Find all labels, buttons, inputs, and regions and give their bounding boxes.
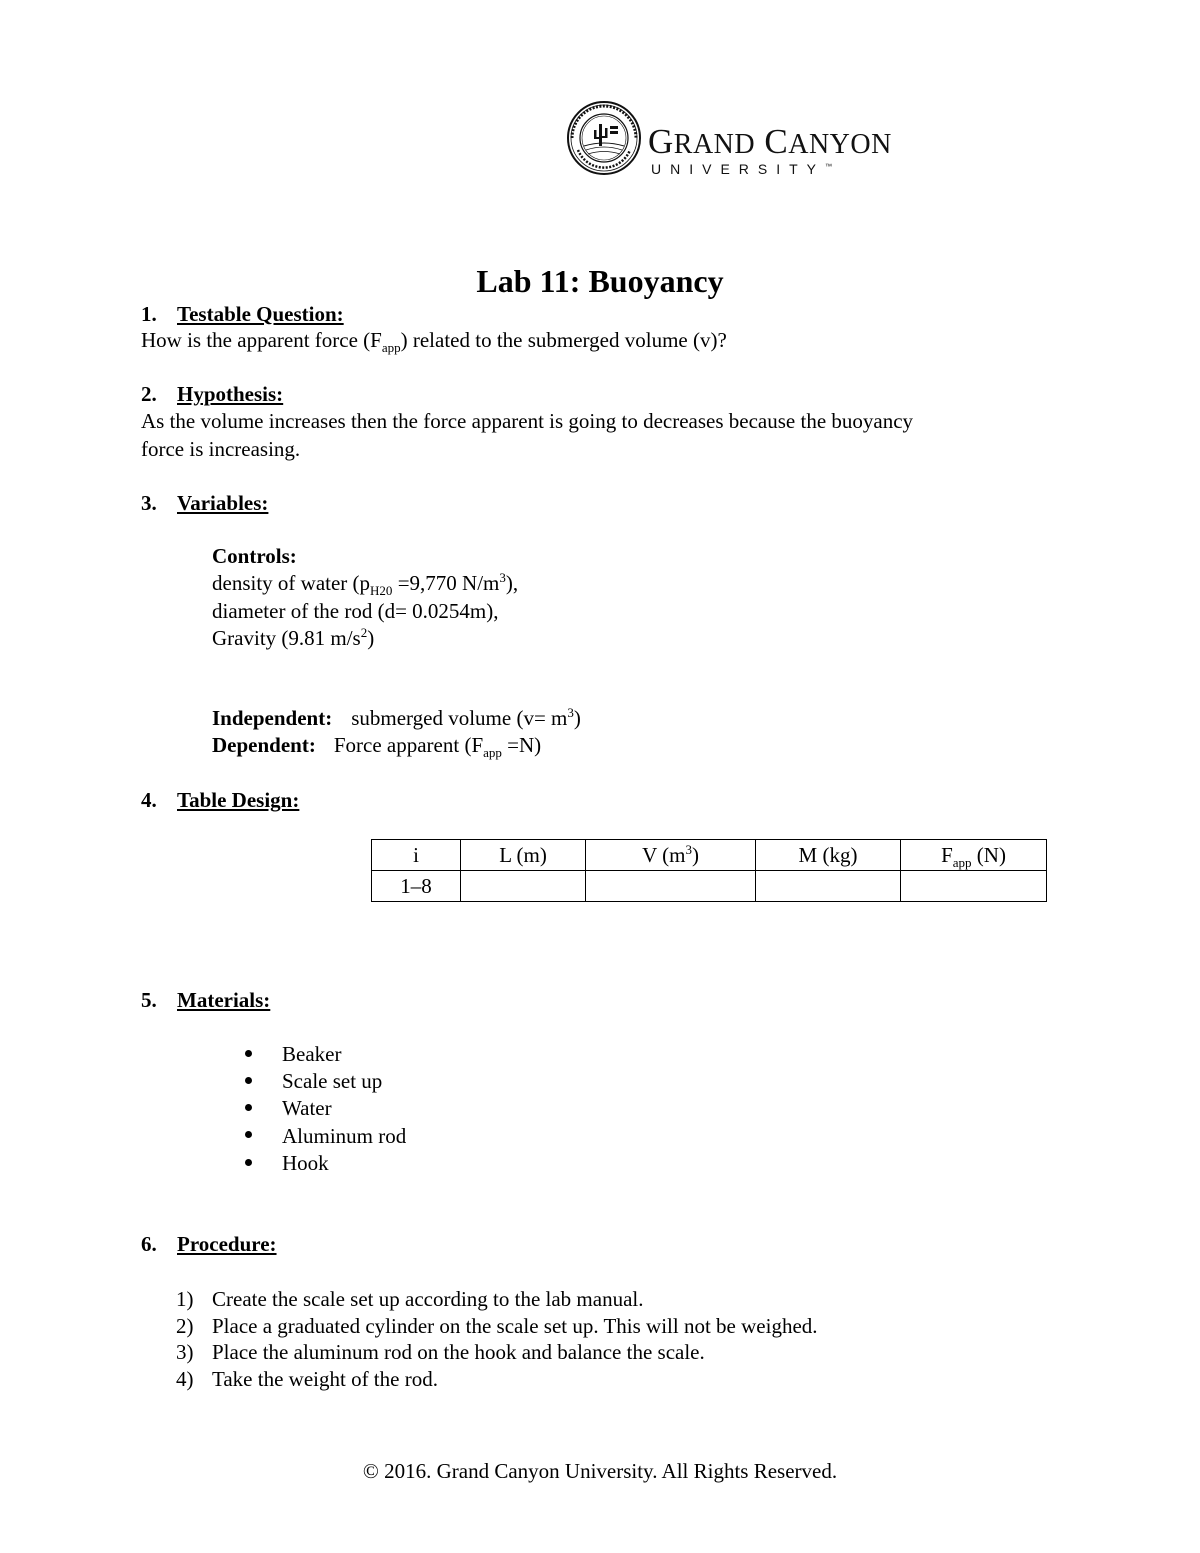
section-heading-text: Procedure: bbox=[177, 1232, 277, 1256]
logo-letter: G bbox=[648, 122, 674, 161]
procedure-step bbox=[176, 1289, 644, 1310]
logo-university-text: UNIVERSITY bbox=[651, 161, 826, 177]
section-heading-text: Variables: bbox=[177, 491, 269, 515]
procedure-step bbox=[176, 1316, 818, 1337]
bullet-icon bbox=[245, 1104, 252, 1111]
page-title: Lab 11: Buoyancy bbox=[476, 263, 724, 299]
section-5-heading bbox=[141, 990, 270, 1011]
section-number: 4. bbox=[141, 788, 157, 812]
section-heading-text: Hypothesis: bbox=[177, 382, 284, 406]
logo-letters: ANYON bbox=[788, 129, 892, 160]
superscript: 3 bbox=[685, 841, 692, 857]
bullet-icon bbox=[245, 1077, 252, 1084]
control-gravity bbox=[212, 625, 375, 650]
table-header-row bbox=[372, 840, 1047, 871]
superscript: 2 bbox=[360, 625, 368, 640]
text-fragment: density of water (p bbox=[212, 571, 371, 595]
logo-letter: C bbox=[764, 122, 789, 161]
dependent-variable bbox=[212, 733, 542, 761]
table-cell bbox=[586, 871, 756, 902]
subscript: app bbox=[483, 745, 502, 761]
hypothesis-line-2: force is increasing. bbox=[141, 437, 301, 461]
step-number: 4) bbox=[176, 1367, 194, 1391]
section-heading-text: Testable Question: bbox=[177, 302, 344, 326]
table-cell bbox=[756, 871, 901, 902]
text-fragment: =N) bbox=[501, 733, 542, 757]
section-2-heading bbox=[141, 384, 283, 405]
table-cell bbox=[461, 871, 586, 902]
table-header-cell: M (kg) bbox=[756, 840, 901, 871]
section-6-heading bbox=[141, 1234, 277, 1255]
superscript: 3 bbox=[567, 705, 574, 720]
section-heading-text: Materials: bbox=[177, 988, 271, 1012]
dependent-label: Dependent: bbox=[212, 733, 316, 757]
section-4-heading bbox=[141, 790, 299, 811]
section-3-heading bbox=[141, 493, 268, 514]
step-number: 2) bbox=[176, 1314, 194, 1338]
bullet-icon bbox=[245, 1159, 252, 1166]
section-number: 3. bbox=[141, 491, 157, 515]
list-item: Aluminum rod bbox=[282, 1124, 407, 1148]
subscript: app bbox=[952, 854, 972, 870]
procedure-step bbox=[176, 1342, 705, 1363]
section-1-heading bbox=[141, 304, 344, 325]
text-fragment: submerged volume (v= m bbox=[351, 706, 568, 730]
text-fragment: F bbox=[941, 842, 953, 867]
list-item: Hook bbox=[282, 1151, 329, 1175]
section-number: 1. bbox=[141, 302, 157, 326]
data-table bbox=[371, 839, 1047, 902]
list-item: Scale set up bbox=[282, 1069, 383, 1093]
text-fragment: ) bbox=[367, 626, 375, 650]
table-header-cell: i bbox=[372, 840, 461, 871]
independent-variable bbox=[212, 705, 581, 730]
table-header-cell: V $(m^3)$ bbox=[586, 840, 756, 871]
text-fragment: ) related to the submerged volume (v)? bbox=[400, 328, 727, 352]
independent-label: Independent: bbox=[212, 706, 333, 730]
list-item: Beaker bbox=[282, 1042, 342, 1066]
table-cell: 1–8 bbox=[372, 871, 461, 902]
text-fragment: (N) bbox=[971, 842, 1006, 867]
copyright-footer: © 2016. Grand Canyon University. All Rights Reserved. bbox=[362, 1459, 838, 1483]
section-number: 5. bbox=[141, 988, 157, 1012]
table-row bbox=[372, 871, 1047, 902]
step-number: 3) bbox=[176, 1340, 194, 1364]
text-fragment: =9,770 N/m bbox=[392, 571, 500, 595]
testable-question-text bbox=[141, 328, 727, 356]
list-item: Water bbox=[282, 1096, 332, 1120]
bullet-icon bbox=[245, 1131, 252, 1138]
control-diameter: diameter of the rod (d= 0.0254m), bbox=[212, 599, 499, 623]
trademark-mark: ™ bbox=[825, 163, 833, 171]
procedure-step bbox=[176, 1369, 438, 1390]
table-cell bbox=[901, 871, 1047, 902]
text-fragment: V (m bbox=[642, 842, 686, 867]
university-name-logo bbox=[648, 122, 892, 162]
text-fragment: ), bbox=[505, 571, 519, 595]
controls-label: Controls: bbox=[212, 544, 297, 568]
logo-letters: RAND bbox=[673, 129, 756, 160]
table-header-cell bbox=[901, 840, 1047, 871]
university-subtitle-logo bbox=[651, 161, 832, 177]
subscript: H20 bbox=[370, 583, 393, 599]
text-fragment: Gravity (9.81 m/s bbox=[212, 626, 361, 650]
subscript: app bbox=[381, 340, 401, 356]
text-fragment: How is the apparent force (F bbox=[141, 328, 382, 352]
text-fragment: Force apparent (F bbox=[333, 733, 484, 757]
section-heading-text: Table Design: bbox=[177, 788, 300, 812]
step-text: Place the aluminum rod on the hook and balance the scale. bbox=[212, 1340, 705, 1364]
bullet-icon bbox=[245, 1050, 252, 1057]
university-seal-logo bbox=[566, 100, 642, 176]
section-number: 2. bbox=[141, 382, 157, 406]
step-number: 1) bbox=[176, 1287, 194, 1311]
step-text: Place a graduated cylinder on the scale set up. This will not be weighed. bbox=[212, 1314, 818, 1338]
section-number: 6. bbox=[141, 1232, 157, 1256]
hypothesis-line-1: As the volume increases then the force apparent is going to decreases because the buoyancy bbox=[141, 409, 914, 433]
superscript: 3 bbox=[499, 570, 506, 585]
step-text: Create the scale set up according to the lab manual. bbox=[212, 1287, 644, 1311]
control-density bbox=[212, 570, 519, 599]
text-fragment: ) bbox=[573, 706, 581, 730]
step-text: Take the weight of the rod. bbox=[212, 1367, 438, 1391]
table-header-cell: L (m) bbox=[461, 840, 586, 871]
